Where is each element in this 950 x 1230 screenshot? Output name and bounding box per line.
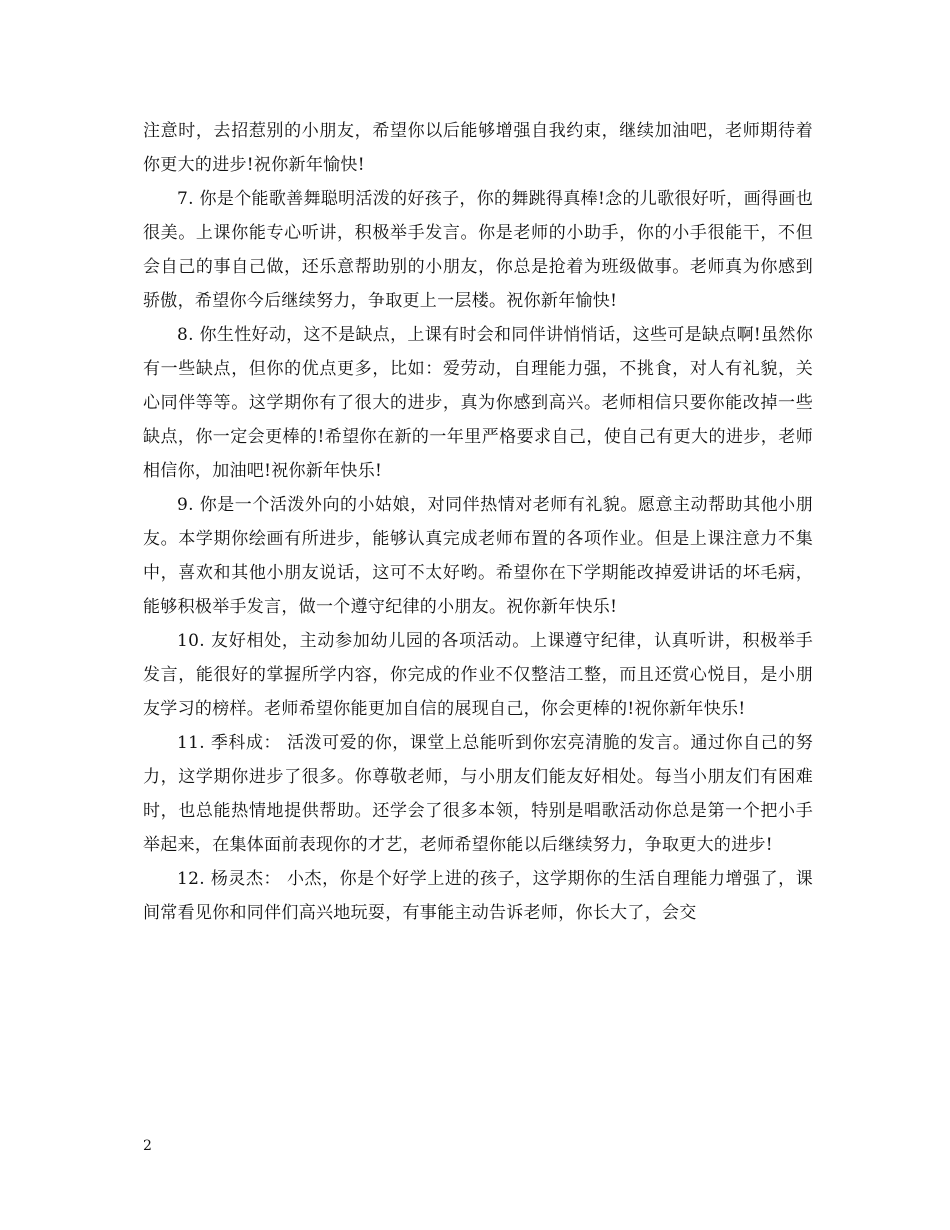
paragraph-item-7: 7. 你是个能歌善舞聪明活泼的好孩子，你的舞跳得真棒!念的儿歌很好听，画得画也很美。上课你能专心听讲，积极举手发言。你是老师的小助手，你的小手很能干，不但会自己的事自己做，还乐意帮助别的小朋友，你总是抢着为班级做事。老师真为你感到骄傲，希望你今后继续努力，争取更上一层楼。祝你新年愉快! bbox=[143, 189, 813, 311]
document-body bbox=[143, 114, 813, 930]
paragraph-continuation: 注意时，去招惹别的小朋友，希望你以后能够增强自我约束，继续加油吧，老师期待着你更大的进步!祝你新年愉快! bbox=[143, 121, 813, 175]
paragraph-item-9: 9. 你是一个活泼外向的小姑娘，对同伴热情对老师有礼貌。愿意主动帮助其他小朋友。本学期你绘画有所进步，能够认真完成老师布置的各项作业。但是上课注意力不集中，喜欢和其他小朋友说话，这可不太好哟。希望你在下学期能改掉爱讲话的坏毛病，能够积极举手发言，做一个遵守纪律的小朋友。祝你新年快乐! bbox=[143, 495, 813, 617]
paragraph-item-8: 8. 你生性好动，这不是缺点，上课有时会和同伴讲悄悄话，这些可是缺点啊!虽然你有一些缺点，但你的优点更多，比如：爱劳动，自理能力强，不挑食，对人有礼貌，关心同伴等等。这学期你有了很大的进步，真为你感到高兴。老师相信只要你能改掉一些缺点，你一定会更棒的!希望你在新的一年里严格要求自己，使自己有更大的进步，老师相信你，加油吧!祝你新年快乐! bbox=[143, 325, 813, 481]
page-number: 2 bbox=[143, 1138, 152, 1154]
paragraph-item-11: 11. 季科成： 活泼可爱的你，课堂上总能听到你宏亮清脆的发言。通过你自己的努力，这学期你进步了很多。你尊敬老师，与小朋友们能友好相处。每当小朋友们有困难时，也总能热情地提供帮助。还学会了很多本领，特别是唱歌活动你总是第一个把小手举起来，在集体面前表现你的才艺，老师希望你能以后继续努力，争取更大的进步! bbox=[143, 733, 813, 855]
paragraph-item-10: 10. 友好相处，主动参加幼儿园的各项活动。上课遵守纪律，认真听讲，积极举手发言，能很好的掌握所学内容，你完成的作业不仅整洁工整，而且还赏心悦目，是小朋友学习的榜样。老师希望你能更加自信的展现自己，你会更棒的!祝你新年快乐! bbox=[143, 631, 813, 719]
paragraph-item-12: 12. 杨灵杰： 小杰，你是个好学上进的孩子，这学期你的生活自理能力增强了，课间常看见你和同伴们高兴地玩耍，有事能主动告诉老师，你长大了，会交 bbox=[143, 869, 813, 923]
